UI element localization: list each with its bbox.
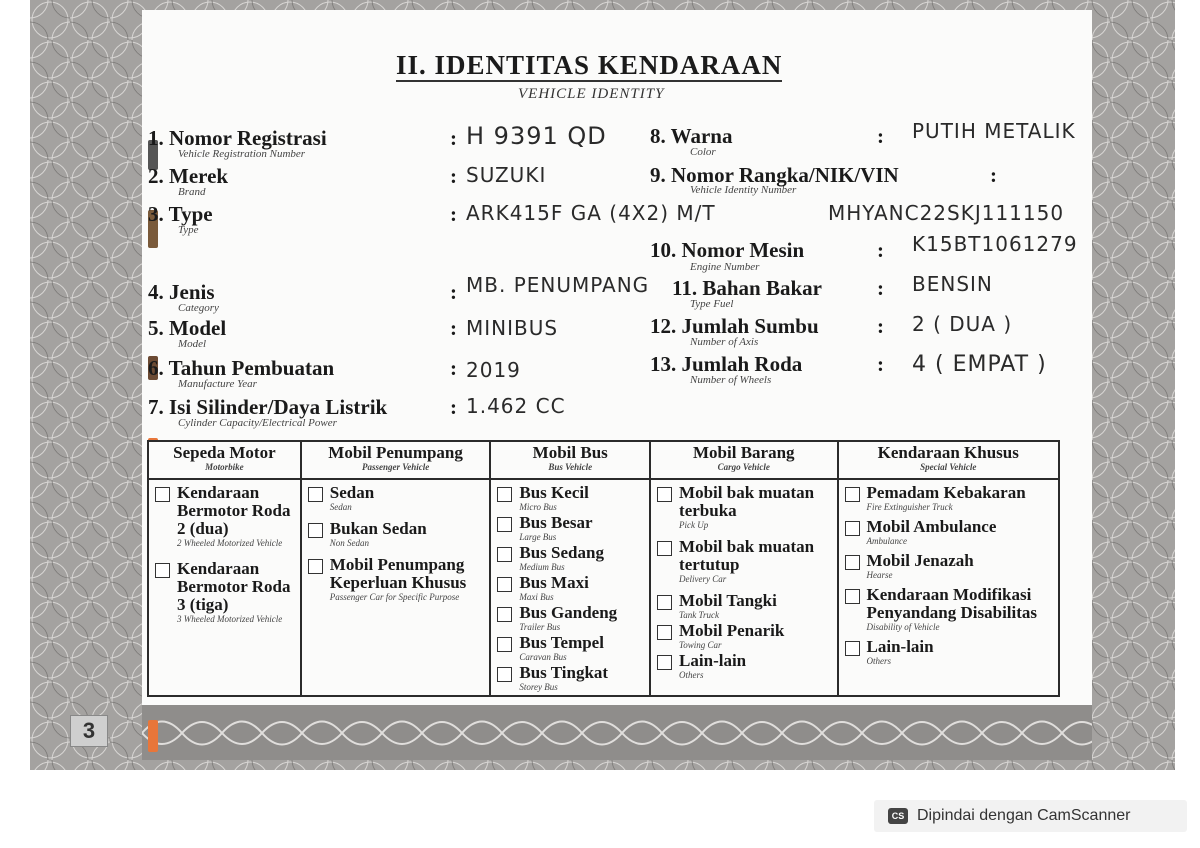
field-label: 13. Jumlah Roda [650,352,803,376]
field-sublabel: Cylinder Capacity/Electrical Power [178,417,337,429]
checkbox-icon[interactable] [155,563,170,578]
field-colon: : [450,164,457,188]
option-sublabel: Others [679,670,704,680]
option-checkbox[interactable] [845,638,1054,666]
category-subtitle: Bus Vehicle [548,462,593,472]
camscanner-text: Dipindai dengan CamScanner [917,807,1131,824]
field-label: 5. Model [148,316,227,340]
field-colon: : [990,163,997,187]
category-title: Sepeda Motor [173,443,276,462]
option-label: Bus Kecil [519,483,589,502]
field-value: BENSIN [912,272,993,296]
category-subtitle: Passenger Vehicle [361,462,430,472]
option-label: Bus Tingkat [519,663,609,682]
field-label: 1. Nomor Registrasi [148,126,327,150]
option-sublabel: Others [866,656,892,666]
checkbox-icon[interactable] [155,487,170,502]
category-header-special [838,441,1059,479]
category-header-bus [490,441,650,479]
field-sublabel: Number of Axis [690,336,759,348]
option-sublabel: 2 Wheeled Motorized Vehicle [177,538,283,548]
field-value: PUTIH METALIK [912,119,1076,143]
field-label: 11. Bahan Bakar [672,276,822,300]
field-sublabel: Vehicle Identity Number [690,184,797,196]
checkbox-icon[interactable] [308,487,323,502]
option-label: Bus Besar [519,513,593,532]
checkbox-icon[interactable] [845,521,860,536]
category-title: Kendaraan Khusus [877,443,1019,462]
field-sublabel: Engine Number [690,261,760,273]
field-sublabel: Color [690,146,716,158]
field-colon: : [877,124,884,148]
checkbox-icon[interactable] [497,547,512,562]
option-checkbox[interactable] [155,560,296,624]
checkbox-icon[interactable] [308,559,323,574]
field-sublabel: Model [178,338,207,350]
checkbox-icon[interactable] [657,487,672,502]
option-sublabel: Towing Car [679,640,722,650]
option-label: Bus Sedang [519,543,604,562]
field-sublabel: Type [178,224,199,236]
field-label: 12. Jumlah Sumbu [650,314,819,338]
field-label: 3. Type [148,202,213,226]
page-title [396,50,782,81]
option-checkbox[interactable] [657,592,832,620]
option-sublabel: Large Bus [519,532,557,542]
checkbox-icon[interactable] [845,487,860,502]
option-label: Mobil bak muatan terbuka [679,483,815,520]
category-subtitle: Motorbike [205,462,244,472]
category-header-passenger [301,441,491,479]
field-value: MINIBUS [466,316,559,340]
option-sublabel: Sedan [329,502,352,512]
table-options-row [148,479,1059,696]
field-colon: : [450,126,457,150]
field-label: 10. Nomor Mesin [650,238,805,262]
field-colon: : [450,356,457,380]
field-colon: : [877,238,884,262]
category-header-motorbike [148,441,301,479]
field-value: 4 ( EMPAT ) [912,352,1047,377]
option-checkbox[interactable] [308,520,486,548]
field-colon: : [450,395,457,419]
option-label: Bus Maxi [519,573,589,592]
options-passenger [301,479,491,696]
table-header-row [148,441,1059,479]
option-checkbox[interactable] [845,484,1054,512]
option-label: Kendaraan Bermotor Roda 2 (dua) [177,483,291,538]
field-value: MHYANC22SKJ111150 [828,201,1065,225]
tab-marker [148,720,158,752]
option-checkbox[interactable] [497,604,645,632]
field-value: H 9391 QD [466,122,607,150]
camscanner-icon: CS [888,808,908,824]
option-checkbox[interactable] [497,514,645,542]
option-sublabel: Non Sedan [329,538,370,548]
checkbox-icon[interactable] [657,625,672,640]
option-sublabel: Storey Bus [519,682,558,692]
option-label: Mobil Jenazah [866,551,974,570]
option-sublabel: Disability of Vehicle [866,622,940,632]
option-checkbox[interactable] [657,652,832,680]
option-label: Mobil bak muatan tertutup [679,537,815,574]
checkbox-icon[interactable] [657,541,672,556]
checkbox-icon[interactable] [497,577,512,592]
option-label: Mobil Tangki [679,591,777,610]
field-colon: : [877,276,884,300]
option-sublabel: Passenger Car for Specific Purpose [329,592,460,602]
page-subtitle: VEHICLE IDENTITY [518,86,665,102]
category-header-cargo [650,441,837,479]
option-label: Lain-lain [866,637,934,656]
field-colon: : [450,202,457,226]
field-value: SUZUKI [466,163,547,187]
checkbox-icon[interactable] [845,641,860,656]
checkbox-icon[interactable] [657,595,672,610]
checkbox-icon[interactable] [845,589,860,604]
field-colon: : [450,316,457,340]
option-sublabel: Fire Extinguisher Truck [866,502,953,512]
field-label: 2. Merek [148,164,229,188]
field-sublabel: Number of Wheels [690,374,772,386]
category-title: Mobil Penumpang [328,443,463,462]
option-label: Pemadam Kebakaran [866,483,1026,502]
field-value: 1.462 CC [466,394,566,418]
option-label: Sedan [329,483,375,502]
category-subtitle: Cargo Vehicle [717,462,770,472]
option-checkbox[interactable] [657,622,832,650]
option-sublabel: Pick Up [679,520,709,530]
options-bus [490,479,650,696]
option-checkbox[interactable] [497,634,645,662]
field-sublabel: Manufacture Year [178,378,257,390]
page-title-text: II. IDENTITAS KENDARAAN [396,50,783,80]
checkbox-icon[interactable] [657,655,672,670]
option-checkbox[interactable] [657,538,832,584]
field-value: K15BT1061279 [912,232,1078,256]
category-subtitle: Special Vehicle [920,462,977,472]
option-label: Lain-lain [679,651,747,670]
checkbox-icon[interactable] [497,487,512,502]
option-checkbox[interactable] [155,484,296,548]
option-sublabel: 3 Wheeled Motorized Vehicle [177,614,283,624]
field-sublabel: Brand [178,186,206,198]
option-sublabel: Trailer Bus [519,622,561,632]
option-label: Mobil Ambulance [866,517,997,536]
page-number: 3 [70,715,108,747]
field-sublabel: Category [178,302,219,314]
category-title: Mobil Barang [693,443,795,462]
checkbox-icon[interactable] [497,517,512,532]
option-checkbox[interactable] [497,574,645,602]
option-label: Mobil Penarik [679,621,785,640]
option-checkbox[interactable] [308,556,486,602]
option-sublabel: Ambulance [866,536,908,546]
option-sublabel: Hearse [866,570,893,580]
field-label: 4. Jenis [148,280,215,304]
option-label: Kendaraan Modifikasi Penyandang Disabilitas [866,585,1038,622]
option-checkbox[interactable] [497,664,645,692]
field-label: 8. Warna [650,124,733,148]
option-label: Kendaraan Bermotor Roda 3 (tiga) [177,559,291,614]
option-label: Bus Tempel [519,633,604,652]
field-label: 7. Isi Silinder/Daya Listrik [148,395,388,419]
checkbox-icon[interactable] [497,667,512,682]
option-sublabel: Delivery Car [679,574,727,584]
options-motorbike [148,479,301,696]
field-value: 2019 [466,358,521,382]
options-cargo [650,479,837,696]
checkbox-icon[interactable] [308,523,323,538]
option-checkbox[interactable] [657,484,832,530]
option-sublabel: Caravan Bus [519,652,567,662]
field-colon: : [877,352,884,376]
field-sublabel: Vehicle Registration Number [178,148,306,160]
option-sublabel: Tank Truck [679,610,719,620]
field-sublabel: Type Fuel [690,298,734,310]
field-value: ARK415F GA (4X2) M/T [466,201,716,225]
category-title: Mobil Bus [532,443,608,462]
options-special [838,479,1059,696]
checkbox-icon[interactable] [497,637,512,652]
field-value: MB. PENUMPANG [466,273,650,297]
option-label: Bukan Sedan [329,519,427,538]
option-checkbox[interactable] [845,586,1054,632]
field-value: 2 ( DUA ) [912,312,1013,336]
option-label: Mobil Penumpang Keperluan Khusus [329,555,467,592]
field-label: 9. Nomor Rangka/NIK/VIN [650,163,899,187]
bottom-wave-border [142,705,1092,760]
checkbox-icon[interactable] [845,555,860,570]
option-sublabel: Maxi Bus [519,592,554,602]
field-colon: : [450,280,457,304]
option-label: Bus Gandeng [519,603,618,622]
option-checkbox[interactable] [845,552,1054,580]
checkbox-icon[interactable] [497,607,512,622]
option-checkbox[interactable] [845,518,1054,546]
option-checkbox[interactable] [308,484,486,512]
option-checkbox[interactable] [497,484,645,512]
option-sublabel: Medium Bus [519,562,565,572]
vehicle-category-table [147,440,1060,697]
field-colon: : [877,314,884,338]
option-sublabel: Micro Bus [519,502,557,512]
camscanner-badge [874,800,1187,832]
field-label: 6. Tahun Pembuatan [148,356,335,380]
option-checkbox[interactable] [497,544,645,572]
